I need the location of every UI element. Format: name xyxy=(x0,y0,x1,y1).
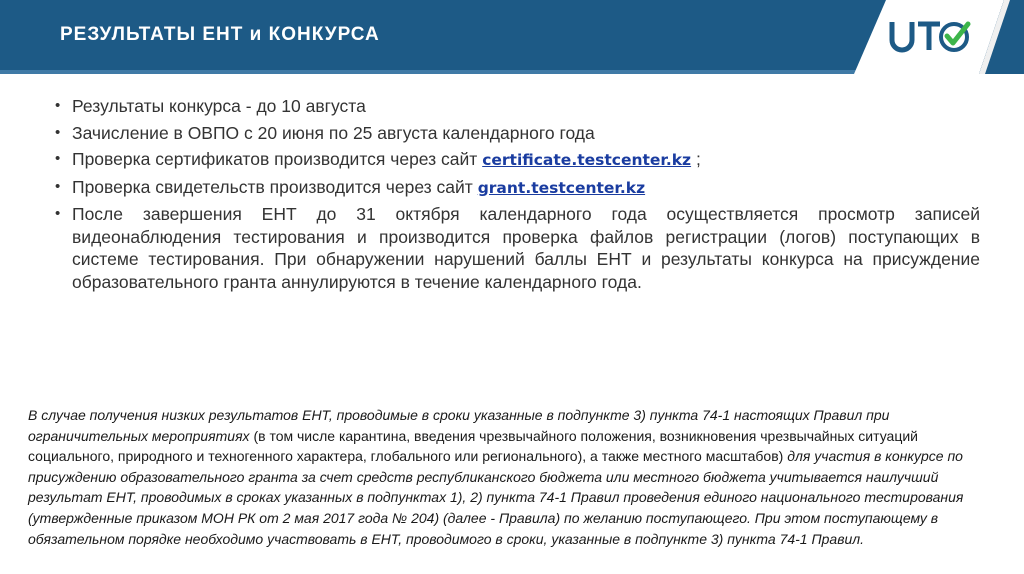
bullet-item xyxy=(55,203,980,293)
grant-site-link[interactable]: grant.testcenter.kz xyxy=(477,178,646,197)
footnote-part3: для участия в конкурсе по присуждению образовательного гранта за счет средств республиканского бюджета или местного бюджета учитывается наилучший результат ЕНТ, проводимых в сроках указанных в подпунктах 1), 2) пункта 74-1 Правил проведения единого национального тестирования (утвержденные приказом МОН РК от 2 мая 2017 года № 204) (далее - Правила) по желанию поступающего. При этом поступающему в обязательном порядке необходимо участвовать в ЕНТ, проводимого в сроки, указанные в подпункте 3) пункта 74-1 Правил. xyxy=(28,448,964,547)
utc-logo-icon xyxy=(888,18,973,56)
bullet-dot-icon: • xyxy=(55,97,61,114)
bullet-item xyxy=(55,176,980,200)
bullet-item xyxy=(55,122,980,145)
bullet-dot-icon: • xyxy=(55,177,61,195)
certificate-site-link[interactable]: certificate.testcenter.kz xyxy=(482,151,692,169)
bullet-dot-icon: • xyxy=(55,205,61,222)
bullet-list xyxy=(55,95,980,297)
bullet-dot-icon: • xyxy=(55,123,61,141)
bullet-text-suffix: ; xyxy=(691,149,701,169)
footnote-part1: В случае получения низких результатов ЕНТ, проводимые в сроки указанные в подпункте 3) пункта 74-1 настоящих Правил при ограничительных мероприятиях xyxy=(28,407,890,444)
bullet-text: Проверка свидетельств производится через сайт xyxy=(72,176,478,197)
footnote-part2: (в том числе карантина, введения чрезвычайного положения, возникновения чрезвычайных ситуаций социального, природного и техногенного характера, глобального или регионального), а также местного масштабов) xyxy=(28,427,918,465)
bullet-text: Результаты конкурса - до 10 августа xyxy=(72,96,366,116)
bullet-text: Зачисление в ОВПО с 20 июня по 25 августа календарного года xyxy=(72,122,595,143)
bullet-dot-icon: • xyxy=(55,150,61,167)
bullet-text: После завершения ЕНТ до 31 октября календарного года осуществляется просмотр записей видеонаблюдения тестирования и производится проверка файлов регистрации (логов) поступающих в системе тестирования. При обнаружении нарушений баллы ЕНТ и результаты конкурса на присуждение образовательного гранта аннулируются в течение календарного года. xyxy=(72,204,980,292)
bullet-item xyxy=(55,95,980,118)
page-title: РЕЗУЛЬТАТЫ ЕНТ и КОНКУРСА xyxy=(60,24,380,45)
bullet-item xyxy=(55,148,980,172)
footnote xyxy=(28,405,988,549)
bullet-text: Проверка сертификатов производится через сайт xyxy=(72,149,483,169)
